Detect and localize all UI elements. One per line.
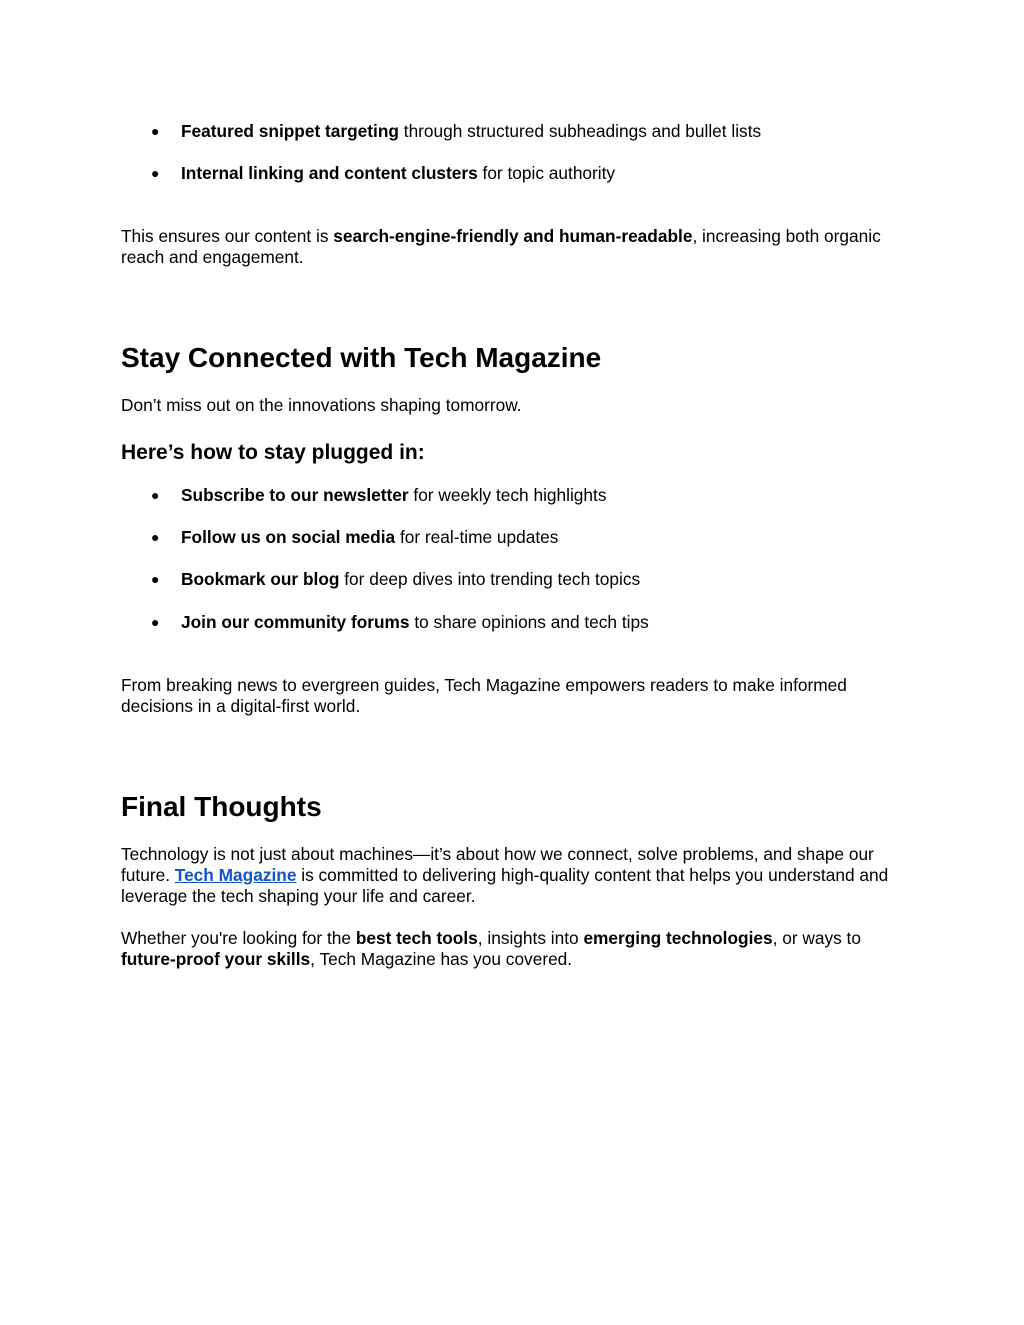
bullet-bold-text: Bookmark our blog (181, 569, 340, 589)
section-heading-stay-connected: Stay Connected with Tech Magazine (121, 342, 602, 373)
bullet-text: for real-time updates (395, 527, 559, 547)
stay-connected-intro: Don’t miss out on the innovations shaping tomorrow. (121, 395, 522, 415)
bullet-icon: ● (151, 571, 160, 587)
bullet-icon: ● (151, 529, 160, 545)
bullet-bold-text: Subscribe to our newsletter (181, 485, 409, 505)
list-item (121, 527, 906, 551)
tech-magazine-link[interactable]: Tech Magazine (174, 865, 297, 885)
stay-connected-closing: From breaking news to evergreen guides, Tech Magazine empowers readers to make informed decisions in a digital-first world. (121, 675, 847, 716)
bullet-bold-text: Internal linking and content clusters (181, 163, 478, 183)
bullet-icon: ● (151, 123, 160, 139)
final-thoughts-paragraph-1: Technology is not just about machines—it’s about how we connect, solve problems, and shape our future. Tech Magazine is committed to delivering high-quality content that helps you understand and leverage the tech shaping your life and career. (121, 844, 889, 906)
section-heading-final-thoughts: Final Thoughts (121, 791, 322, 822)
bullet-icon: ● (151, 614, 160, 630)
bullet-icon: ● (151, 487, 160, 503)
bullet-text: for topic authority (477, 163, 616, 183)
bullet-text: to share opinions and tech tips (409, 612, 649, 632)
subheading-plugged-in: Here’s how to stay plugged in: (121, 441, 425, 464)
bullet-text: for weekly tech highlights (408, 485, 607, 505)
bullet-bold-text: Follow us on social media (181, 527, 396, 547)
ensures-paragraph: This ensures our content is search-engine-friendly and human-readable, increasing both organic reach and engagement. (121, 226, 881, 267)
bullet-icon: ● (151, 165, 160, 181)
bullet-bold-text: Featured snippet targeting (181, 121, 399, 141)
list-item (121, 163, 906, 187)
list-item (121, 569, 906, 593)
list-item (121, 121, 906, 145)
final-thoughts-paragraph-2: Whether you're looking for the best tech tools, insights into emerging technologies, or ways to future-proof your skills, Tech Magazine has you covered. (121, 928, 861, 969)
list-item (121, 612, 906, 636)
bullet-text: for deep dives into trending tech topics (339, 569, 641, 589)
bullet-bold-text: Join our community forums (181, 612, 410, 632)
bullet-text: through structured subheadings and bullet lists (398, 121, 762, 141)
list-item (121, 485, 906, 509)
